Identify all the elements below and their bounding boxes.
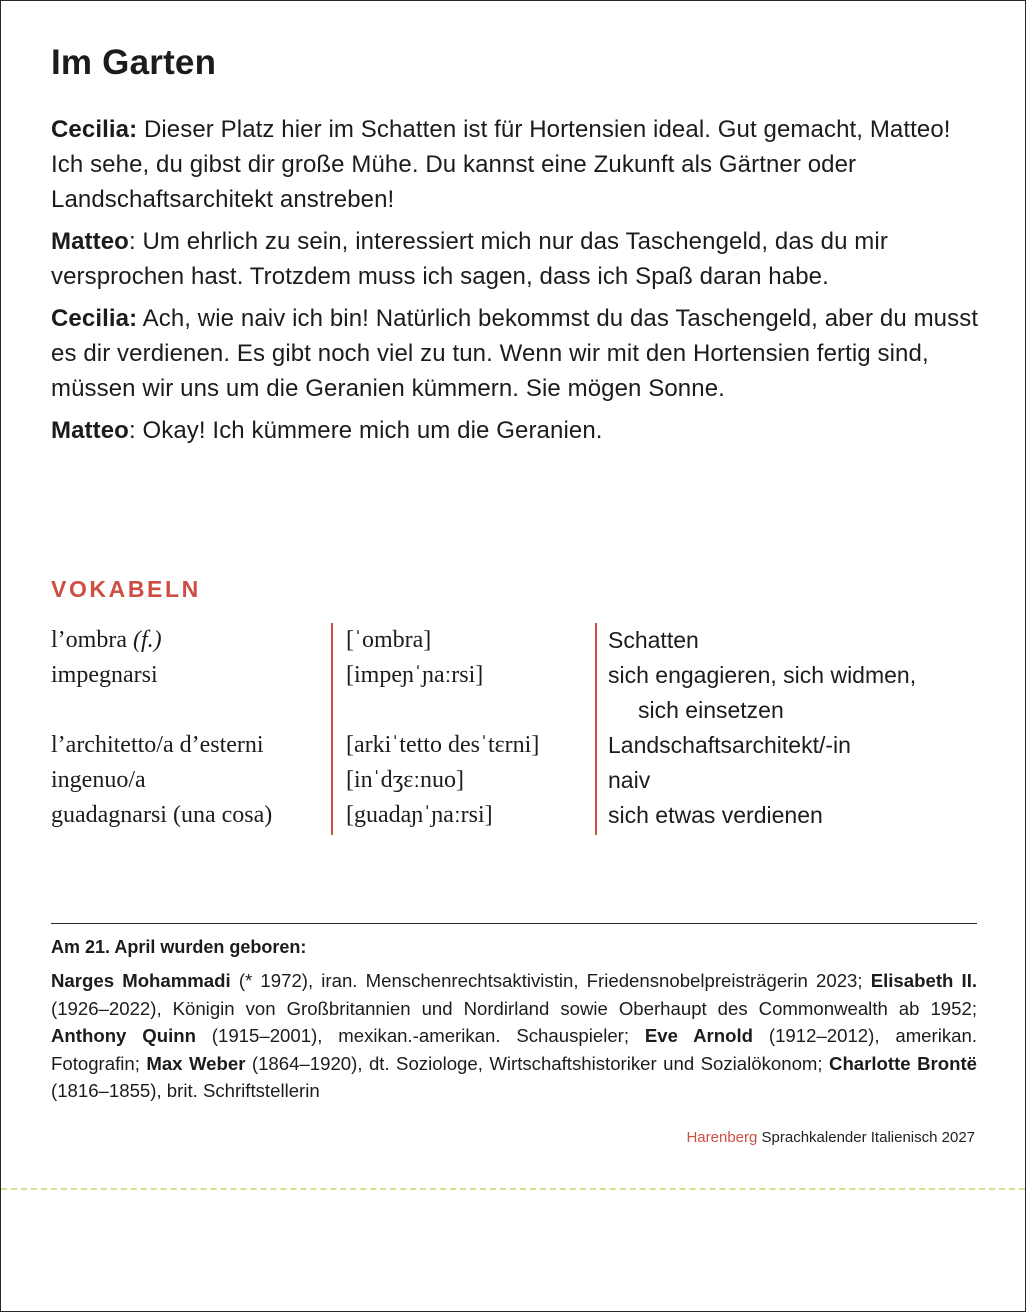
births-list (51, 967, 977, 1105)
person-name: Max Weber (146, 1052, 246, 1074)
speaker-name: Cecilia: (51, 116, 138, 143)
publisher-brand: Harenberg (686, 1129, 758, 1146)
person-detail: (1912–2012), amerikan. Fotografin; (51, 1025, 977, 1074)
speaker-name: Matteo (51, 417, 129, 444)
person-name: Anthony Quinn (51, 1025, 196, 1046)
person-detail: (1926–2022), Königin von Großbritannien und Nordirland sowie Oberhaupt des Commonwealth ab 1952; (51, 997, 977, 1019)
person-name: Eve Arnold (644, 1025, 754, 1046)
dialogue (51, 112, 981, 455)
vocab-italian: impegnarsi (51, 662, 158, 688)
dialogue-text: : Okay! Ich kümmere mich um die Geranien. (128, 417, 603, 444)
dialogue-line (51, 301, 981, 406)
german-translation-continued: sich einsetzen (638, 697, 784, 723)
person-name: Elisabeth II. (870, 970, 978, 991)
vocab-german (608, 658, 980, 728)
dialogue-text: Ach, wie naiv ich bin! Natürlich bekommst du das Taschengeld, aber du musst es dir verdienen. Es gibt noch viel zu tun. Wenn wir mit den Hortensien fertig sind, müssen wir uns um die Geranien kümmern. Sie mögen Sonne. (51, 305, 979, 402)
vocab-row (51, 623, 981, 658)
vocab-pronunciation: [inˈdʒɛːnuo] (346, 767, 465, 793)
vocab-italian: ingenuo/a (51, 767, 146, 793)
vocab-italian (51, 623, 321, 658)
vocab-german: Schatten (608, 627, 699, 653)
speaker-name: Cecilia: (51, 305, 138, 332)
italian-word: l’ombra (51, 627, 127, 653)
section-divider (51, 923, 977, 924)
vocab-heading: VOKABELN (51, 576, 201, 602)
person-detail: (1816–1855), brit. Schriftstellerin (51, 1080, 320, 1101)
person-name: Charlotte Brontë (829, 1052, 977, 1074)
vocab-italian: guadagnarsi (una cosa) (51, 802, 273, 828)
perforation-line (1, 1188, 1025, 1190)
vocab-german: sich etwas verdienen (608, 802, 823, 828)
page-title: Im Garten (51, 43, 217, 82)
vocab-italian: l’architetto/a d’esterni (51, 732, 264, 758)
vocab-table (51, 623, 981, 835)
vocab-row (51, 798, 981, 833)
dialogue-line (51, 413, 981, 448)
dialogue-text: Dieser Platz hier im Schatten ist für Hortensien ideal. Gut gemacht, Matteo! Ich sehe, du gibst dir große Mühe. Du kannst eine Zukunft als Gärtner oder Landschaftsarchitekt anstreben! (51, 116, 951, 213)
publisher-footer (686, 1127, 975, 1149)
dialogue-line (51, 224, 981, 294)
vocab-german: Landschaftsarchitekt/-in (608, 732, 851, 758)
person-name: Narges Mohammadi (51, 970, 231, 991)
speaker-name: Matteo (51, 228, 129, 255)
vocab-row (51, 763, 981, 798)
person-detail: (1915–2001), mexikan.-amerikan. Schauspieler; (195, 1025, 645, 1046)
vocab-pronunciation: [ˈombra] (346, 627, 432, 653)
person-detail: (* 1972), iran. Menschenrechtsaktivistin, Friedensnobelpreisträgerin 2023; (230, 970, 871, 991)
dialogue-text: : Um ehrlich zu sein, interessiert mich nur das Taschengeld, das du mir versprochen hast. Trotzdem muss ich sagen, dass ich Spaß daran habe. (51, 228, 888, 290)
german-translation: sich engagieren, sich widmen, (608, 662, 917, 688)
vocab-pronunciation: [guadaɲˈɲaːrsi] (346, 802, 493, 828)
vocab-row (51, 728, 981, 763)
vocab-german: naiv (608, 767, 651, 793)
dialogue-line (51, 112, 981, 217)
vocab-pronunciation: [arkiˈtetto desˈtɛrni] (346, 732, 540, 758)
births-heading: Am 21. April wurden geboren: (51, 937, 307, 957)
gender-note: (f.) (132, 627, 162, 653)
vocab-row (51, 658, 981, 728)
vocab-pronunciation: [impeɲˈɲaːrsi] (346, 662, 484, 688)
person-detail: (1864–1920), dt. Soziologe, Wirtschaftshistoriker und Sozialökonom; (245, 1052, 830, 1074)
publisher-title: Sprachkalender Italienisch 2027 (757, 1129, 975, 1146)
